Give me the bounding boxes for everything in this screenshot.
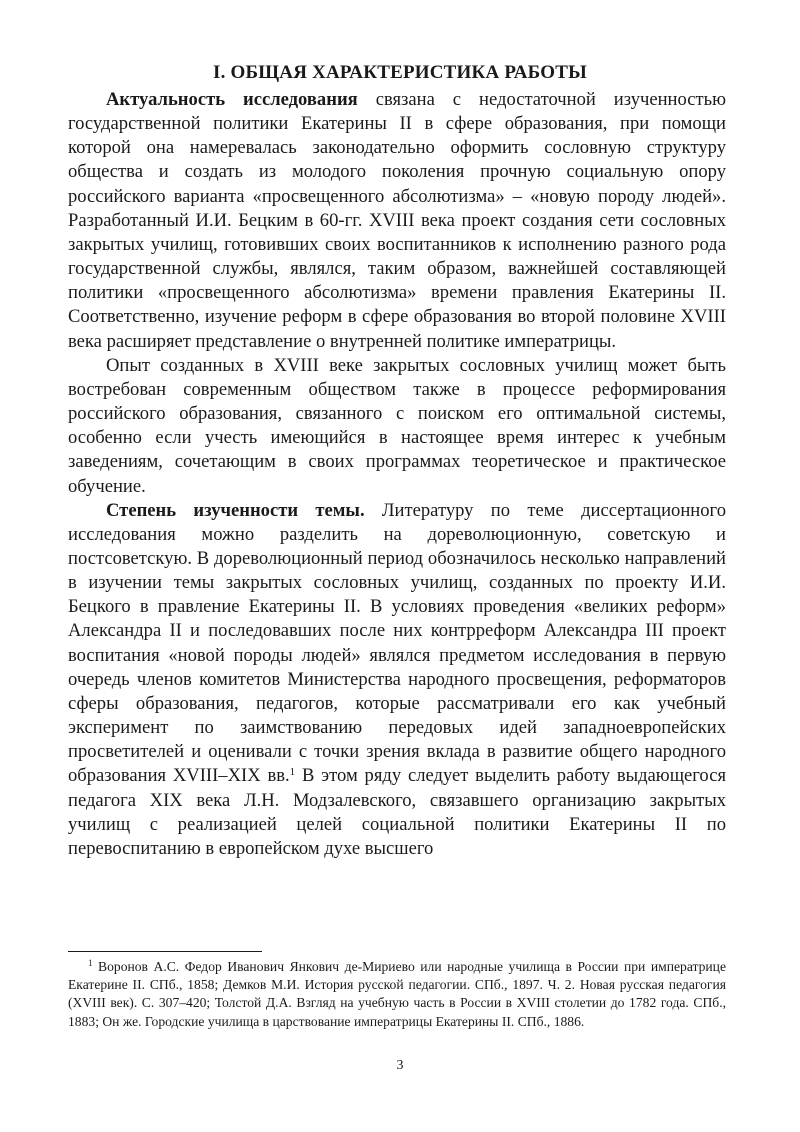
footnote-text: Воронов А.С. Федор Иванович Янкович де-Мириево или народные училища в России при императрице Екатерине II. СПб., 1858; Демков М.И. История русской педагогии. СПб., 1897. Ч. 2. Новая русская педагогия (XVIII век). С. 307–420; Толстой Д.А. Взгляд на учебную часть в России в XVIII столетии до 1782 года. СПб., 1883; Он же. Городские училища в царствование императрицы Екатерины II. СПб., 1886. [68,959,726,1029]
footnote [68,958,726,1031]
footnote-separator [68,951,262,952]
page-number: 3 [396,1058,404,1073]
footnote-entry [68,958,726,1031]
footnote-reference[interactable]: 1 [289,766,296,779]
body-text [68,88,726,861]
paragraph-lead: Актуальность исследования [106,89,358,110]
section-heading: I. ОБЩАЯ ХАРАКТЕРИСТИКА РАБОТЫ [213,62,587,83]
paragraph-text-continued: В этом ряду следует выделить работу выдающегося педагога XIX века Л.Н. Модзалевского, связавшего организацию закрытых училищ с реализацией целей социальной политики Екатерины II по перевоспитанию в европейском духе высшего [68,765,726,859]
paragraph-experience [68,354,726,499]
paragraph-text: Опыт созданных в XVIII веке закрытых сословных училищ может быть востребован современным обществом также в процессе реформирования российского образования, связанного с поиском его оптимальной системы, особенно если учесть имеющийся в настоящее время интерес к учебным заведениям, сочетающим в своих программах теоретическое и практическое обучение. [68,354,726,497]
footnote-mark: 1 [88,958,93,968]
paragraph-relevance [68,88,726,354]
paragraph-lead: Степень изученности темы. [106,499,365,521]
paragraph-literature-review [68,499,726,861]
paragraph-text: связана с недостаточной изученностью государственной политики Екатерины II в сфере образования, при помощи которой она намеревалась законодательно оформить сословную структуру общества и создать из молодого поколения прочную социальную опору российского варианта «просвещенного абсолютизма» – «новую породу людей». Разработанный И.И. Бецким в 60-гг. XVIII века проект создания сети сословных закрытых училищ, готовивших своих воспитанников к исполнению разного рода государственной службы, являлся, таким образом, важнейшей составляющей политики «просвещенного абсолютизма» времени правления Екатерины II. Соответственно, изучение реформ в сфере образования во второй половине XVIII века расширяет представление о внутренней политике императрицы. [68,89,727,352]
paragraph-text: Литературу по теме диссертационного исследования можно разделить на дореволюционную, советскую и постсоветскую. В дореволюционный период обозначилось несколько направлений в изучении темы закрытых сословных училищ, созданных по проекту И.И. Бецкого в правление Екатерины II. В условиях проведения «великих реформ» Александра II и последовавших после них контрреформ Александра III проект воспитания «новой породы людей» являлся предметом исследования в первую очередь членов комитетов Министерства народного просвещения, реформаторов сферы образования, педагогов, которые рассматривали его как учебный эксперимент по заимствованию передовых идей западноевропейских просветителей и оценивали с точки зрения вклада в развитие общего народного образования XVIII–XIX вв. [68,499,726,787]
